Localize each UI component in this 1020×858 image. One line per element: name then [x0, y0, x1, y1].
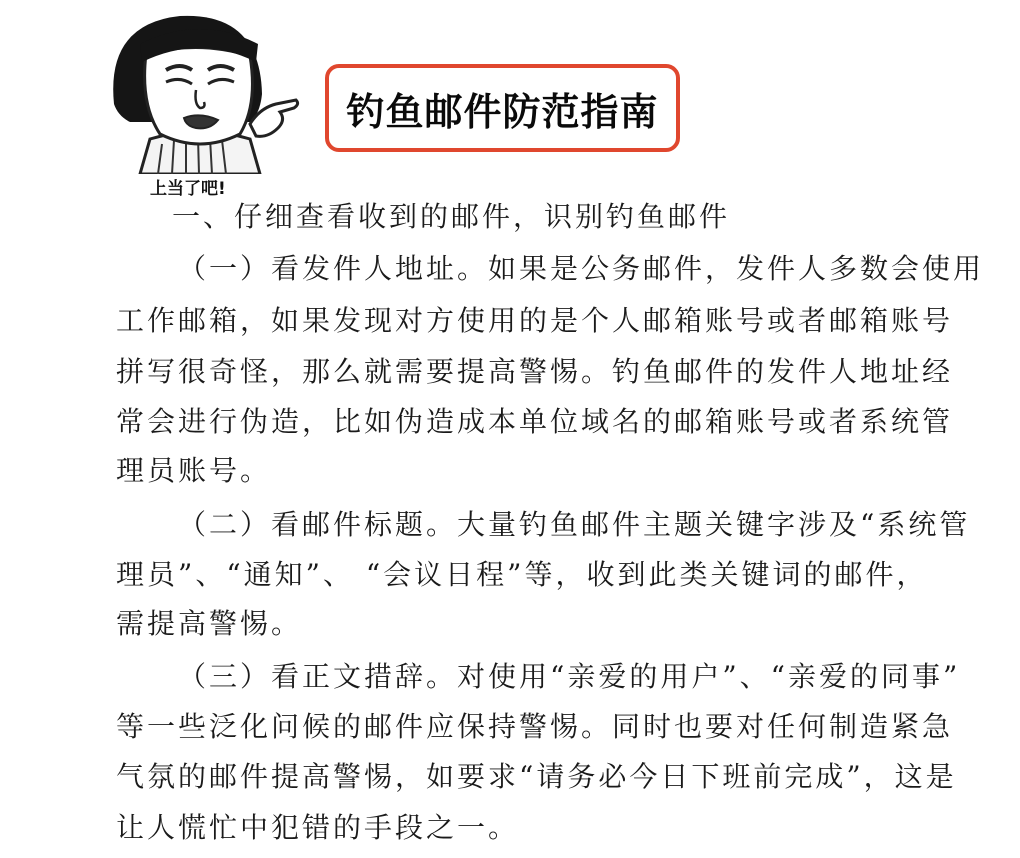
title-box	[325, 64, 680, 152]
paragraph-line: 让人慌忙中犯错的手段之一。	[116, 811, 520, 844]
paragraph-line: 理员账号。	[116, 454, 272, 487]
bowl-cut-pointing-face-icon	[100, 4, 300, 174]
meme-caption: 上当了吧!	[150, 179, 226, 199]
meme-sticker	[100, 4, 300, 199]
paragraph-line: 理员”、“通知”、 “会议日程”等，收到此类关键词的邮件，	[116, 558, 928, 591]
paragraph-line: （三）看正文措辞。对使用“亲爱的用户”、“亲爱的同事”	[178, 660, 961, 693]
page-title: 钓鱼邮件防范指南	[346, 89, 659, 134]
paragraph-line: 等一些泛化问候的邮件应保持警惕。同时也要对任何制造紧急	[116, 710, 954, 743]
section-heading: 一、仔细查看收到的邮件，识别钓鱼邮件	[172, 200, 731, 233]
paragraph-line: 气氛的邮件提高警惕，如要求“请务必今日下班前完成”，这是	[116, 760, 957, 793]
paragraph-line: 拼写很奇怪，那么就需要提高警惕。钓鱼邮件的发件人地址经	[116, 355, 954, 388]
paragraph-line: 需提高警惕。	[116, 607, 303, 640]
paragraph-line: 工作邮箱，如果发现对方使用的是个人邮箱账号或者邮箱账号	[116, 304, 954, 337]
paragraph-line: （二）看邮件标题。大量钓鱼邮件主题关键字涉及“系统管	[178, 508, 971, 541]
paragraph-line: 常会进行伪造，比如伪造成本单位域名的邮箱账号或者系统管	[116, 405, 954, 438]
paragraph-line: （一）看发件人地址。如果是公务邮件，发件人多数会使用	[178, 252, 985, 285]
